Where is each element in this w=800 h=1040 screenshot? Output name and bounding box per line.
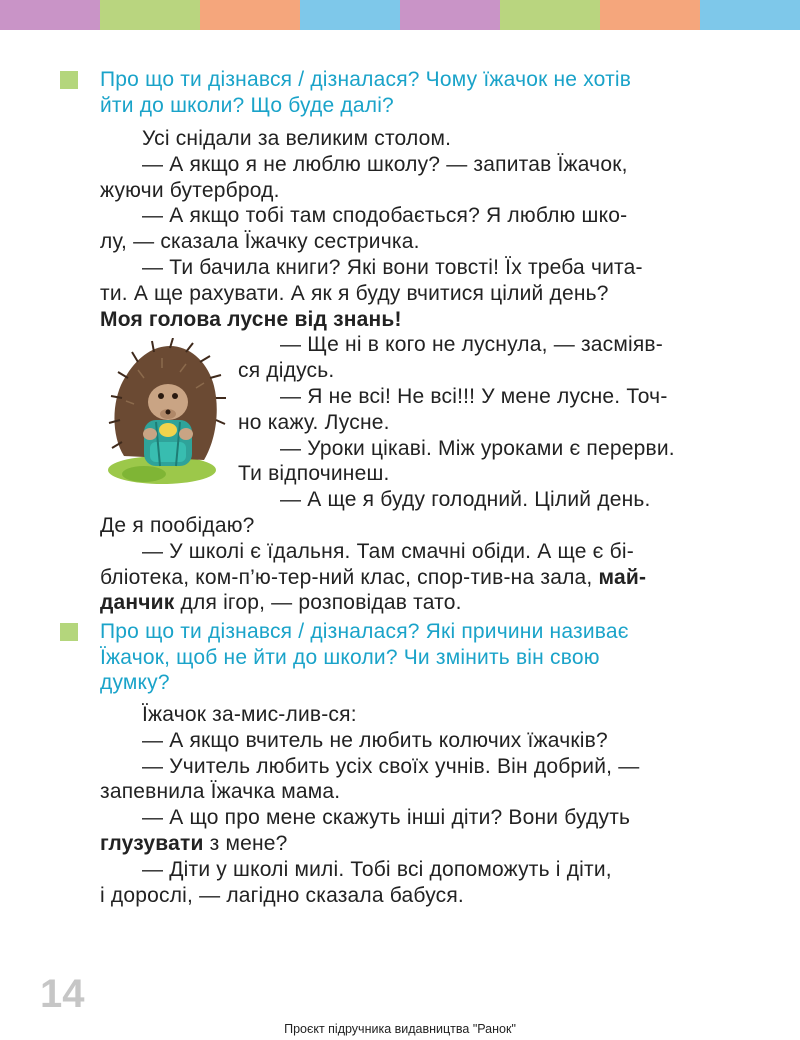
question-line: думку? [100,671,170,694]
stripe-segment [600,0,700,30]
question-marker-square [60,623,78,641]
question-text [100,67,760,118]
question-line: Їжачок, щоб не йти до школи? Чи змінить він свою [100,645,600,669]
story-line: — Ти бачила книги? Які вони товсті! Їх треба чита- [142,255,643,279]
story-line: — Я не всі! Не всі!!! У мене лусне. Точ- [280,384,668,408]
story-line: — Діти у школі милі. Тобі всі допоможуть і діти, [142,857,612,881]
story-line: ся дідусь. [238,359,335,383]
bold-word: май- [598,565,647,589]
stripe-segment [100,0,200,30]
story-line: — А ще я буду голодний. Цілий день. [280,488,651,512]
story-line: — Ще ні в кого не луснула, — засміяв- [280,333,663,357]
question-1 [60,67,760,118]
story-line: лу, — сказала Їжачку сестричка. [100,230,420,254]
story-line: — А якщо я не люблю школу? — запитав Їжачок, [142,152,628,176]
story-line: — А що про мене скажуть інші діти? Вони будуть [142,806,631,830]
question-marker-square [60,71,78,89]
question-text [100,619,760,696]
story-line: — А якщо тобі там сподобається? Я люблю шко- [142,204,628,228]
stripe-segment [500,0,600,30]
story-line: — У школі є їдальня. Там смачні обіди. А ще є бі- [142,539,634,563]
stripe-segment [300,0,400,30]
story-line: Їжачок за-мис-лив-ся: [142,703,357,726]
story-line: но кажу. Лусне. [238,410,390,434]
story-line: Ти відпочинеш. [238,462,390,486]
bold-word: данчик [100,591,175,615]
stripe-segment [200,0,300,30]
story-text-span: для ігор, — розповідав тато. [174,591,462,615]
page-number: 14 [40,972,85,1016]
story-text-span: бліотека, ком-п’ю-тер-ний клас, спор-тив-на зала, [100,565,599,589]
story-line [100,831,740,857]
story-line: Де я пообідаю? [100,513,255,537]
story-line [100,590,740,616]
story-line: — Учитель любить усіх своїх учнів. Він добрий, — [142,754,640,778]
story-line: жуючи бутерброд. [100,178,280,202]
story-text-2 [100,702,740,908]
bold-word: глузувати [100,831,204,855]
story-line-bold: Моя голова лусне від знань! [100,307,402,331]
question-2 [60,619,760,696]
story-line: — А якщо вчитель не любить колючих їжачків? [142,728,608,752]
stripe-segment [700,0,800,30]
story-line: Усі снідали за великим столом. [142,127,452,150]
story-line [100,565,740,591]
stripe-segment [400,0,500,30]
story-line: і дорослі, — лагідно сказала бабуся. [100,883,464,907]
color-stripe [0,0,800,30]
story-line: — Уроки цікаві. Між уроками є перерви. [280,436,675,460]
question-line: Про що ти дізнався / дізналася? Які причини називає [100,620,629,643]
story-line: ти. А ще рахувати. А як я буду вчитися цілий день? [100,281,609,305]
hedgehog-illustration [104,338,226,484]
question-line: Про що ти дізнався / дізналася? Чому їжачок не хотів [100,68,632,91]
story-text-span: з мене? [203,831,288,855]
story-line: запевнила Їжачка мама. [100,780,341,804]
stripe-segment [0,0,100,30]
question-line: йти до школи? Що буде далі? [100,93,394,117]
footer-note: Проєкт підручника видавництва "Ранок" [284,1022,516,1036]
